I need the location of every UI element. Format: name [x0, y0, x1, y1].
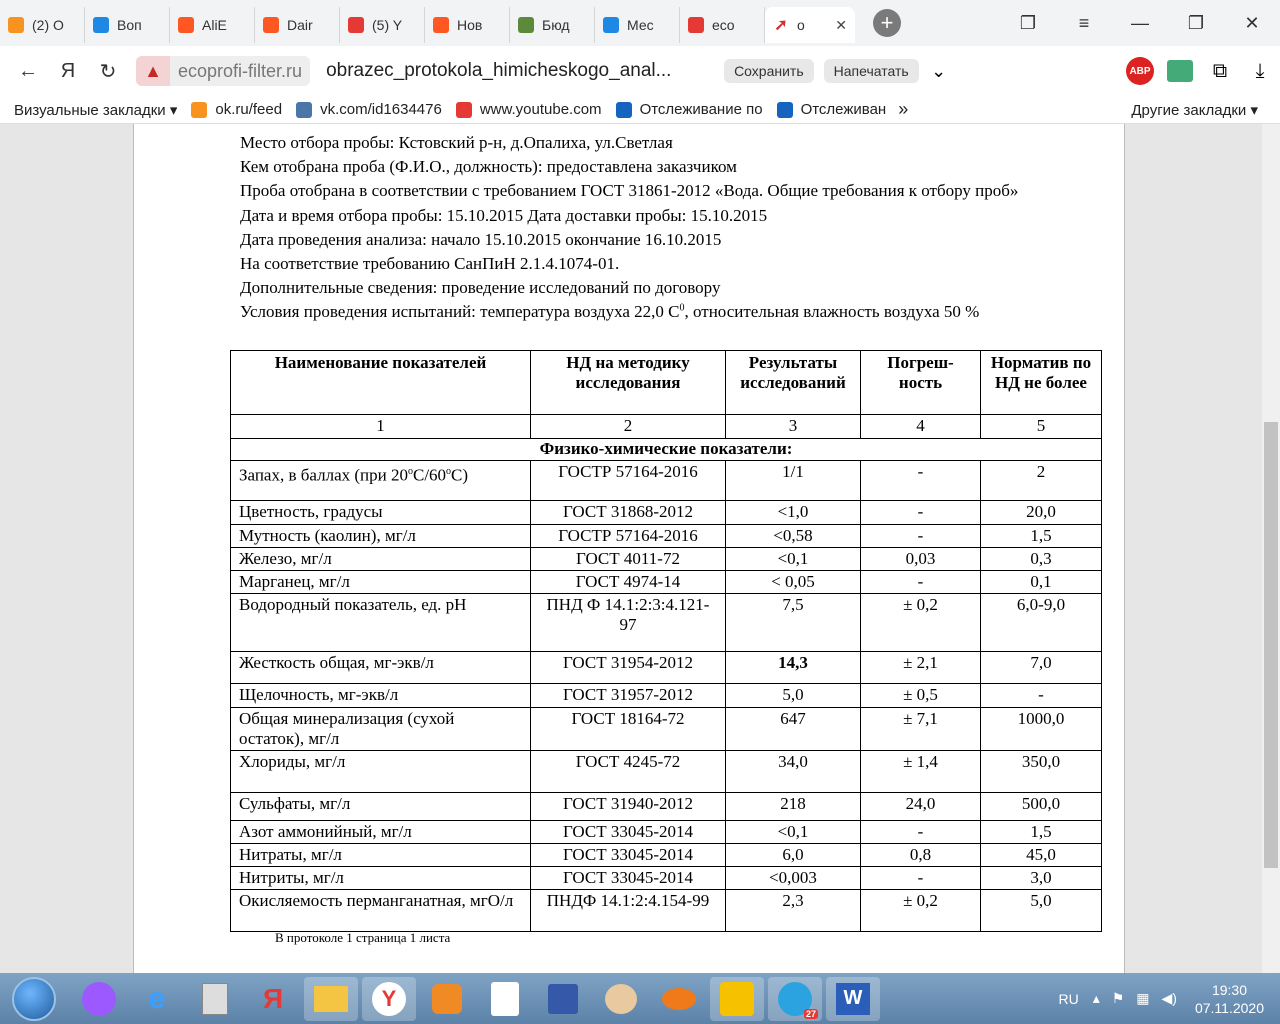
header-cell: Наименование показателей — [231, 351, 531, 415]
yandex-shield-icon — [178, 17, 194, 33]
tab-label: Мес — [627, 17, 654, 33]
more-bookmarks-icon[interactable]: » — [898, 99, 909, 119]
media-player-icon[interactable] — [420, 977, 474, 1021]
bookmark-label: vk.com/id1634476 — [320, 101, 442, 118]
header-cell: Погреш-ность — [861, 351, 981, 415]
column-number-row — [231, 415, 1102, 439]
cell-error: - — [861, 867, 981, 890]
info-line: Кем отобрана проба (Ф.И.О., должность): предоставлена заказчиком — [240, 157, 737, 177]
bookmark-label: Отслеживание по — [639, 101, 763, 118]
youtube-icon — [348, 17, 364, 33]
volume-icon[interactable]: ◀) — [1161, 990, 1177, 1006]
cell-result: 14,3 — [726, 652, 861, 684]
dice-icon[interactable] — [478, 977, 532, 1021]
cell-result: 647 — [726, 708, 861, 751]
calculator-icon[interactable] — [188, 977, 242, 1021]
cell-method: ГОСТ 33045-2014 — [531, 821, 726, 844]
cell-method: ПНДФ 14.1:2:4.154-99 — [531, 890, 726, 932]
cell-method: ГОСТ 4011-72 — [531, 548, 726, 571]
tab[interactable] — [85, 7, 170, 43]
cell-norm: 500,0 — [981, 793, 1102, 821]
warning-icon[interactable]: ▲ — [136, 56, 170, 86]
cell-norm: 350,0 — [981, 751, 1102, 793]
info-line: Проба отобрана в соответствии с требованием ГОСТ 31861-2012 «Вода. Общие требования к отбору проб» — [240, 181, 1019, 201]
cell-name: Железо, мг/л — [231, 548, 531, 571]
cell-name: Мутность (каолин), мг/л — [231, 525, 531, 548]
tab-label: Воп — [117, 17, 142, 33]
badge-count: 27 — [805, 1008, 816, 1019]
cell-error: - — [861, 525, 981, 548]
bookmark-item[interactable] — [616, 101, 763, 118]
cell-method: ГОСТ 4974-14 — [531, 571, 726, 594]
tab[interactable] — [595, 7, 680, 43]
column-number: 3 — [726, 415, 861, 439]
cell-name: Окисляемость перманганатная, мгО/л — [231, 890, 531, 932]
cell-result: 1/1 — [726, 461, 861, 501]
language-indicator[interactable]: RU — [1058, 990, 1079, 1007]
extension-icon[interactable] — [1160, 56, 1200, 86]
conditions-text-tail: , относительная влажность воздуха 50 % — [684, 302, 980, 321]
navigation-bar — [0, 46, 1280, 96]
degree-sup: о — [446, 466, 452, 477]
cell-method: ГОСТ 31957-2012 — [531, 684, 726, 708]
cell-name: Нитриты, мг/л — [231, 867, 531, 890]
table-row — [231, 890, 1102, 932]
fish-icon[interactable] — [652, 977, 706, 1021]
info-line: Место отбора пробы: Кстовский р-н, д.Опалиха, ул.Светлая — [240, 133, 673, 152]
tab[interactable] — [680, 7, 765, 43]
cell-error: ± 7,1 — [861, 708, 981, 751]
cell-norm: - — [981, 684, 1102, 708]
tab-label: (5) Y — [372, 17, 403, 33]
cell-norm: 20,0 — [981, 501, 1102, 525]
table-header-row — [231, 351, 1102, 415]
network-icon[interactable]: ▦ — [1136, 990, 1150, 1006]
cell-name: Щелочность, мг-экв/л — [231, 684, 531, 708]
bookmarks-bar — [0, 96, 1280, 124]
bookmark-item[interactable] — [777, 101, 887, 118]
clock[interactable] — [1195, 981, 1264, 1017]
question-icon — [93, 17, 109, 33]
cell-error: - — [861, 571, 981, 594]
header-cell: Норматив по НД не более — [981, 351, 1102, 415]
flag-icon[interactable]: ⚑ — [1111, 990, 1125, 1006]
alice-icon[interactable] — [72, 977, 126, 1021]
cell-norm: 6,0-9,0 — [981, 594, 1102, 652]
vk-icon — [296, 102, 312, 118]
adblock-plus-icon[interactable] — [1120, 56, 1160, 86]
new-tab-button[interactable]: + — [873, 9, 901, 37]
tab-label: eco — [712, 17, 735, 33]
other-bookmarks[interactable]: Другие закладки ▾ — [1131, 101, 1258, 119]
bookmarks-list — [0, 101, 886, 119]
minimize-icon[interactable]: — — [1131, 12, 1149, 33]
table-row — [231, 525, 1102, 548]
tab-list — [0, 3, 765, 43]
bookmark-item[interactable] — [456, 101, 602, 118]
cell-method: ГОСТ 4245-72 — [531, 751, 726, 793]
arrow-icon: ➚ — [774, 17, 788, 34]
header-cell: Результаты исследований — [726, 351, 861, 415]
cell-result: <0,003 — [726, 867, 861, 890]
tab[interactable] — [255, 7, 340, 43]
cell-name: Общая минерализация (сухой остаток), мг/л — [231, 708, 531, 751]
tab-label: о — [797, 17, 805, 33]
table-row — [231, 461, 1102, 501]
cell-name: Нитраты, мг/л — [231, 844, 531, 867]
translate-icon[interactable]: ⧉ — [1212, 59, 1228, 82]
tab[interactable] — [510, 7, 595, 43]
cell-norm: 1,5 — [981, 821, 1102, 844]
cell-method: ГОСТ 31940-2012 — [531, 793, 726, 821]
cell-norm: 45,0 — [981, 844, 1102, 867]
page-title[interactable]: obrazec_protokola_himicheskogo_anal... — [326, 60, 672, 81]
document-viewport — [0, 124, 1280, 973]
cell-method: ГОСТ 31954-2012 — [531, 652, 726, 684]
telegram-icon[interactable] — [768, 977, 822, 1021]
cell-method: ГОСТ 18164-72 — [531, 708, 726, 751]
info-line: Дополнительные сведения: проведение исследований по договору — [240, 278, 721, 298]
cell-name: Жесткость общая, мг-экв/л — [231, 652, 531, 684]
cell-error: 24,0 — [861, 793, 981, 821]
tracking-icon — [616, 102, 632, 118]
cell-name: Азот аммонийный, мг/л — [231, 821, 531, 844]
table-row — [231, 844, 1102, 867]
cell-name: Сульфаты, мг/л — [231, 793, 531, 821]
bookmark-item[interactable] — [14, 101, 177, 119]
info-line: На соответствие требованию СанПиН 2.1.4.1074-01. — [240, 254, 620, 273]
cell-norm: 1,5 — [981, 525, 1102, 548]
odnoklassniki-icon — [191, 102, 207, 118]
tab-label: Нов — [457, 17, 483, 33]
column-number: 5 — [981, 415, 1102, 439]
cell-error: ± 0,5 — [861, 684, 981, 708]
cell-result: 34,0 — [726, 751, 861, 793]
cell-norm: 2 — [981, 461, 1102, 501]
restore-icon[interactable]: ❐ — [1187, 12, 1205, 33]
table-row — [231, 684, 1102, 708]
degree-sup: 0 — [679, 302, 685, 314]
cell-result: 6,0 — [726, 844, 861, 867]
document-page — [133, 124, 1125, 973]
tab[interactable] — [0, 7, 85, 43]
cell-error: ± 2,1 — [861, 652, 981, 684]
cell-norm: 5,0 — [981, 890, 1102, 932]
cell-error: ± 0,2 — [861, 594, 981, 652]
yandex-icon[interactable]: Я — [262, 982, 284, 1014]
cell-name: Марганец, мг/л — [231, 571, 531, 594]
cell-result: 7,5 — [726, 594, 861, 652]
yandex-browser-icon[interactable]: Y — [362, 977, 416, 1021]
table-row — [231, 501, 1102, 525]
print-button[interactable]: Напечатать — [824, 59, 919, 83]
cell-result: <1,0 — [726, 501, 861, 525]
image-icon — [518, 17, 534, 33]
yandex-icon — [688, 17, 704, 33]
table-row — [231, 751, 1102, 793]
cell-error: 0,03 — [861, 548, 981, 571]
degree-sup: о — [407, 466, 413, 477]
url-domain[interactable]: ecoprofi-filter.ru — [170, 56, 310, 86]
tabs-overview-icon[interactable]: ❐ — [1019, 12, 1037, 33]
tab-label: Бюд — [542, 17, 570, 33]
cell-method: ПНД Ф 14.1:2:3:4.121-97 — [531, 594, 726, 652]
column-number: 1 — [231, 415, 531, 439]
youtube-icon — [456, 102, 472, 118]
cell-result: < 0,05 — [726, 571, 861, 594]
cell-name — [231, 461, 531, 501]
cell-result: 218 — [726, 793, 861, 821]
cell-method: ГОСТ 31868-2012 — [531, 501, 726, 525]
scrollbar-thumb[interactable] — [1264, 422, 1278, 868]
taskbar — [0, 973, 1280, 1024]
cell-norm: 0,3 — [981, 548, 1102, 571]
cell-norm: 1000,0 — [981, 708, 1102, 751]
cell-error: - — [861, 821, 981, 844]
bookmark-item[interactable] — [296, 101, 442, 118]
ie-icon[interactable]: e — [148, 981, 166, 1015]
reload-icon[interactable]: ↻ — [99, 60, 117, 83]
cell-norm: 7,0 — [981, 652, 1102, 684]
bookmark-label: ok.ru/feed — [215, 101, 283, 118]
bookmark-item[interactable] — [191, 101, 282, 118]
cell-norm: 3,0 — [981, 867, 1102, 890]
download-icon[interactable]: ⤓ — [1255, 59, 1265, 82]
cell-name: Цветность, градусы — [231, 501, 531, 525]
tab-label: (2) О — [32, 17, 64, 33]
cell-result: 2,3 — [726, 890, 861, 932]
cell-error: - — [861, 461, 981, 501]
scrollbar[interactable] — [1262, 124, 1280, 973]
table-row — [231, 548, 1102, 571]
bookmark-label: www.youtube.com — [479, 101, 602, 118]
bat-app-icon[interactable] — [710, 977, 764, 1021]
close-tab-icon[interactable]: ✕ — [835, 16, 847, 33]
footnote: В протоколе 1 страница 1 листа — [275, 930, 451, 945]
name-part: С) — [451, 465, 469, 485]
test-conditions — [240, 302, 979, 322]
cell-result: <0,58 — [726, 525, 861, 548]
start-button[interactable] — [12, 977, 56, 1021]
number-2-icon — [603, 17, 619, 33]
table-row — [231, 867, 1102, 890]
header-cell: НД на методику исследования — [531, 351, 726, 415]
show-hidden-icon[interactable]: ▴ — [1092, 990, 1100, 1006]
yandex-logo[interactable]: Я — [60, 59, 76, 82]
tab-label: AliE — [202, 17, 227, 33]
table-row — [231, 594, 1102, 652]
table-row — [231, 708, 1102, 751]
bookmark-label: Отслеживан — [800, 101, 887, 118]
column-number: 4 — [861, 415, 981, 439]
table-row — [231, 571, 1102, 594]
clock-date: 07.11.2020 — [1194, 999, 1264, 1016]
info-line: Дата проведения анализа: начало 15.10.2015 окончание 16.10.2015 — [240, 229, 722, 249]
folder-icon[interactable] — [304, 977, 358, 1021]
name-part: Запах, в баллах (при 20 — [239, 465, 408, 485]
tab-label: Dair — [287, 17, 313, 33]
yandex-shield-icon — [433, 17, 449, 33]
system-tray — [1058, 981, 1280, 1017]
cell-error: ± 1,4 — [861, 751, 981, 793]
tab-strip — [0, 0, 1280, 46]
tab[interactable] — [340, 7, 425, 43]
cell-result: <0,1 — [726, 821, 861, 844]
section-row — [231, 439, 1102, 461]
cell-error: 0,8 — [861, 844, 981, 867]
close-window-icon[interactable]: ✕ — [1244, 12, 1260, 33]
tab-active[interactable] — [765, 7, 855, 43]
save-button[interactable]: Сохранить — [724, 59, 814, 83]
cell-name: Хлориды, мг/л — [231, 751, 531, 793]
cell-method: ГОСТР 57164-2016 — [531, 525, 726, 548]
table-row — [231, 652, 1102, 684]
emblem-icon — [777, 102, 793, 118]
tab[interactable] — [170, 7, 255, 43]
section-title: Физико-химические показатели: — [231, 439, 1102, 461]
cell-method: ГОСТР 57164-2016 — [531, 461, 726, 501]
yandex-shield-icon — [263, 17, 279, 33]
bookmark-label: Визуальные закладки ▾ — [14, 101, 178, 119]
column-number: 2 — [531, 415, 726, 439]
cell-norm: 0,1 — [981, 571, 1102, 594]
cell-method: ГОСТ 33045-2014 — [531, 867, 726, 890]
cell-name: Водородный показатель, ед. pH — [231, 594, 531, 652]
name-part: С/60 — [412, 465, 447, 485]
menu-icon[interactable]: ≡ — [1078, 12, 1090, 33]
cell-error: ± 0,2 — [861, 890, 981, 932]
cell-error: - — [861, 501, 981, 525]
results-table — [230, 350, 1102, 932]
conditions-text: Условия проведения испытаний: температура воздуха 22,0 С — [240, 302, 680, 321]
adblock-label: ABP — [1126, 57, 1154, 85]
cell-result: <0,1 — [726, 548, 861, 571]
chevron-down-icon[interactable]: ⌄ — [931, 60, 947, 81]
tab[interactable] — [425, 7, 510, 43]
odnoklassniki-icon — [8, 17, 24, 33]
word-icon[interactable]: W — [826, 977, 880, 1021]
clock-time: 19:30 — [1211, 981, 1247, 998]
table-row — [231, 821, 1102, 844]
address-field[interactable] — [136, 54, 310, 88]
info-line: Дата и время отбора пробы: 15.10.2015 Дата доставки пробы: 15.10.2015 — [240, 205, 768, 225]
cell-method: ГОСТ 33045-2014 — [531, 844, 726, 867]
eye-icon[interactable] — [594, 977, 648, 1021]
cell-result: 5,0 — [726, 684, 861, 708]
back-icon[interactable]: ← — [18, 59, 38, 82]
save-disk-icon[interactable] — [536, 977, 590, 1021]
table-row — [231, 793, 1102, 821]
